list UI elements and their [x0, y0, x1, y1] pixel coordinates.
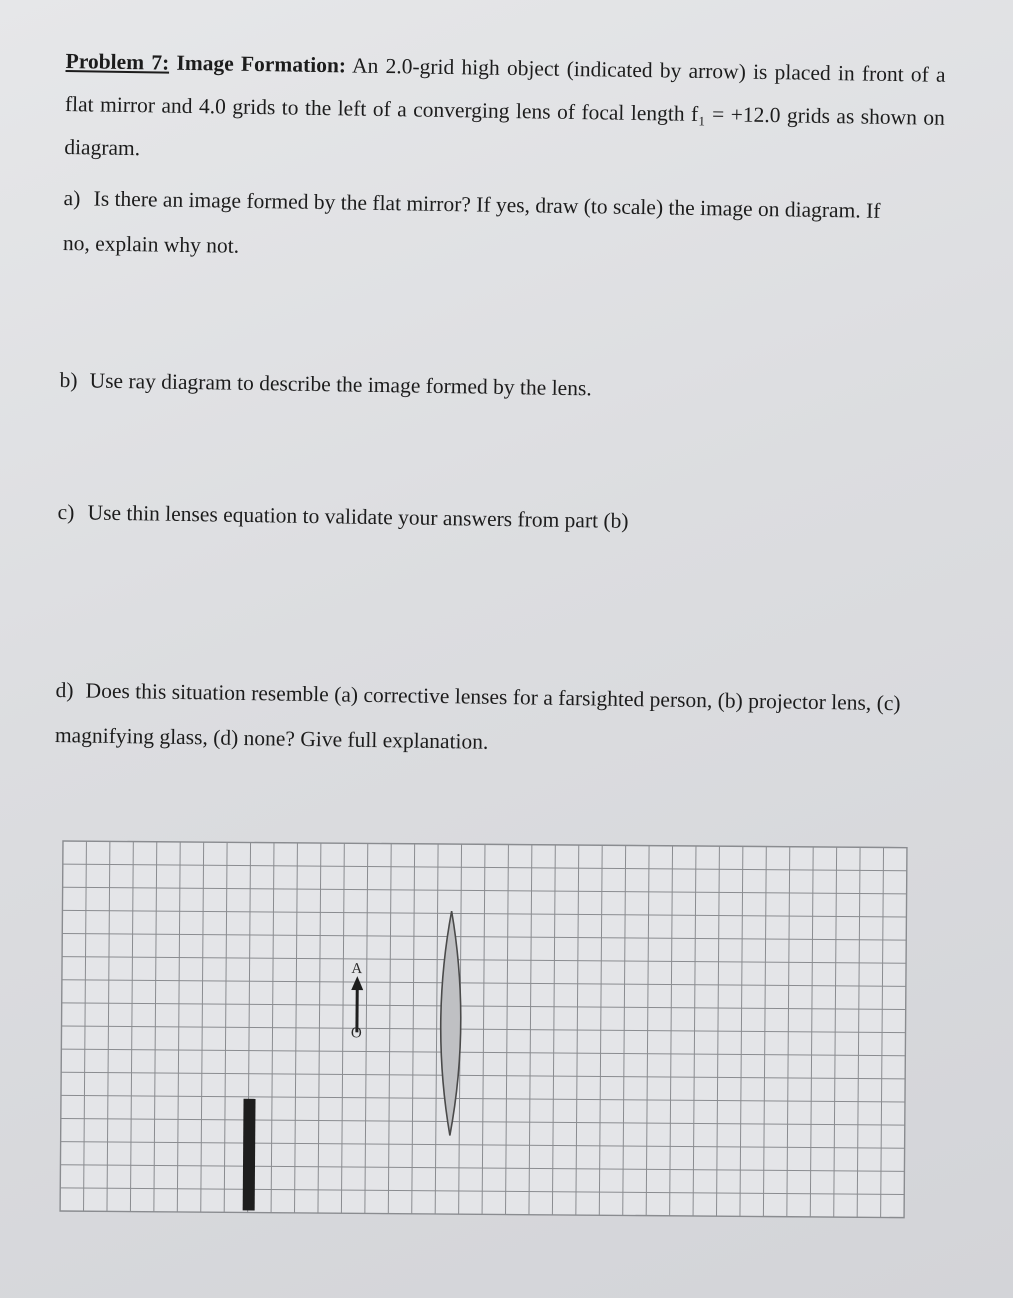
arrow-top-label: A	[351, 961, 363, 978]
flat-mirror	[243, 1099, 256, 1211]
grid-lines	[60, 841, 907, 1218]
part-label: a)	[63, 185, 81, 211]
question-part-a	[63, 176, 884, 279]
question-part-b	[59, 358, 880, 416]
part-label: c)	[57, 499, 75, 525]
part-text: Use ray diagram to describe the image formed by the lens.	[89, 368, 592, 401]
grid-diagram-svg	[59, 840, 908, 1219]
optics-diagram	[59, 840, 908, 1219]
problem-text: An 2.0-grid high object (indicated by arrow) is placed in front of a flat mirror and 4.0 grids to the left of a converging lens of focal length f₁ = +12.0 grids as shown on diagram.	[64, 53, 946, 161]
part-text: Use thin lenses equation to validate your answers from part (b)	[87, 500, 629, 533]
part-text: Does this situation resemble (a) corrective lenses for a farsighted person, (b) projector lens, (c) magnifying glass, (d) none? Give full explanation.	[54, 678, 901, 754]
problem-title: Image Formation:	[176, 50, 347, 78]
part-label: b)	[59, 367, 78, 393]
problem-number: Problem 7:	[65, 48, 170, 75]
question-part-c	[57, 490, 878, 548]
part-label: d)	[55, 677, 74, 703]
question-part-d	[55, 668, 901, 771]
part-text: Is there an image formed by the flat mirror? If yes, draw (to scale) the image on diagram. If no, explain why not.	[62, 186, 881, 258]
arrow-base-label: O	[350, 1025, 362, 1042]
problem-statement	[64, 40, 946, 183]
